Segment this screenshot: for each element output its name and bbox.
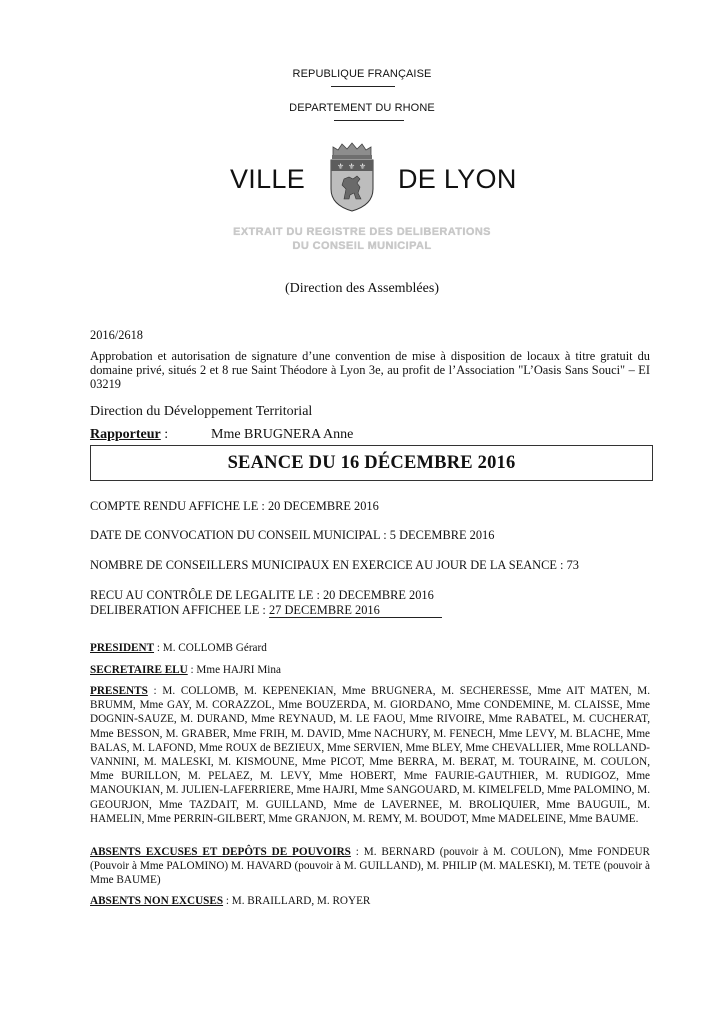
lyon-coat-of-arms-icon <box>327 141 377 213</box>
extrait-line-1: EXTRAIT DU REGISTRE DES DELIBERATIONS <box>233 226 491 238</box>
ville-word: VILLE <box>230 164 306 194</box>
svg-text:⚜: ⚜ <box>337 162 345 171</box>
presents-label: PRESENTS <box>90 685 148 697</box>
convocation-line: DATE DE CONVOCATION DU CONSEIL MUNICIPAL : 5 DECEMBRE 2016 <box>90 528 495 542</box>
presents-value: : M. COLLOMB, M. KEPENEKIAN, Mme BRUGNERA, M. SECHERESSE, Mme AIT MATEN, M. BRUMM, Mme GAY, M. CORAZZOL, Mme BOUZERDA, M. GIORDANO, Mme CONDEMINE, M. CLAISSE, Mme DOGNIN-SAUZE, M. DURAND, Mme REYNAUD, M. LE FAOU, Mme RIVOIRE, Mme RABATEL, M. CUCHERAT, Mme BESSON, M. GRABER, Mme FRIH, M. DAVID, Mme NACHURY, M. FENECH, Mme LEVY, M. BLACHE, Mme BALAS, M. LAFOND, Mme ROUX de BEZIEUX, Mme SERVIEN, Mme BLEY, Mme CHEVALLIER, Mme ROLLAND-VANNINI, M. MALESKI, M. KISMOUNE, Mme PICOT, Mme BERRA, M. BERAT, M. TOURAINE, M. COULON, Mme BURILLON, M. PELAEZ, M. LEVY, Mme HOBERT, Mme FAURIE-GAUTHIER, M. RUDIGOZ, Mme MANOUKIAN, M. JULIEN-LAFERRIERE, Mme HAJRI, Mme SANGOUARD, M. KIMELFELD, Mme PALOMINO, M. GEOURJON, Mme TAZDAIT, M. GUILLAND, Mme de LAVERNEE, M. BROLIQUIER, Mme BAUGUIL, M. HAMELIN, Mme PERRIN-GILBERT, Mme GRANJON, M. REMY, M. BOUDOT, Mme MADELEINE, Mme BAUME. <box>90 685 650 825</box>
absents-non-value: : M. BRAILLARD, M. ROYER <box>223 895 371 907</box>
president-value: : M. COLLOMB Gérard <box>154 642 267 654</box>
deliberation-subject: Approbation et autorisation de signature d’une convention de mise à disposition de locaux à titre gratuit du domaine privé, situés 2 et 8 rue Saint Théodore à Lyon 3e, au profit de l’Association "L’Oasis Sans Souci" – EI 03219 <box>90 349 650 391</box>
departement-heading: DEPARTEMENT DU RHONE <box>289 102 435 114</box>
rapporteur-sep: : <box>160 427 169 442</box>
direction-developpement: Direction du Développement Territorial <box>90 404 313 419</box>
rapporteur-name: Mme BRUGNERA Anne <box>211 427 354 442</box>
president-line <box>90 641 267 655</box>
presents-paragraph <box>90 684 650 826</box>
secretaire-line <box>90 663 281 677</box>
header-rule-2 <box>334 120 404 121</box>
seance-box <box>90 445 653 481</box>
absents-non-excuses-line <box>90 894 370 908</box>
header-rule-1 <box>331 86 395 87</box>
compte-rendu-line: COMPTE RENDU AFFICHE LE : 20 DECEMBRE 2016 <box>90 499 379 513</box>
de-lyon-word: DE LYON <box>398 164 517 194</box>
svg-text:⚜: ⚜ <box>348 162 356 171</box>
secretaire-value: : Mme HAJRI Mina <box>187 664 281 676</box>
absents-excuses-paragraph <box>90 845 650 888</box>
absents-non-label: ABSENTS NON EXCUSES <box>90 895 224 907</box>
deliberation-number: 2016/2618 <box>90 328 144 342</box>
extrait-line-2: DU CONSEIL MUNICIPAL <box>292 240 432 252</box>
absents-excuses-value: : M. BERNARD (pouvoir à M. COULON), Mme FONDEUR (Pouvoir à Mme PALOMINO) M. HAVARD (pouvoir à M. GUILLAND), M. PHILIP (M. MALESKI), M. TETE (pouvoir à Mme BAUME) <box>90 846 650 887</box>
rapporteur-line <box>90 427 168 443</box>
svg-text:⚜: ⚜ <box>359 162 367 171</box>
controle-legalite-line: RECU AU CONTRÔLE DE LEGALITE LE : 20 DECEMBRE 2016 <box>90 588 434 602</box>
secretaire-label: SECRETAIRE ELU <box>90 664 188 676</box>
absents-excuses-label: ABSENTS EXCUSES ET DEPÔTS DE POUVOIRS <box>90 846 351 858</box>
direction-assemblees: (Direction des Assemblées) <box>285 281 439 296</box>
republique-heading: REPUBLIQUE FRANÇAISE <box>292 68 432 80</box>
nombre-conseillers-line: NOMBRE DE CONSEILLERS MUNICIPAUX EN EXERCICE AU JOUR DE LA SEANCE : 73 <box>90 558 579 572</box>
rapporteur-label: Rapporteur <box>90 427 161 442</box>
seance-title: SEANCE DU 16 DÉCEMBRE 2016 <box>227 452 516 473</box>
affichee-label: DELIBERATION AFFICHEE LE : <box>90 603 269 617</box>
deliberation-affichee-line <box>90 603 442 618</box>
president-label: PRESIDENT <box>90 642 155 654</box>
affichee-date: 27 DECEMBRE 2016 <box>269 604 442 618</box>
